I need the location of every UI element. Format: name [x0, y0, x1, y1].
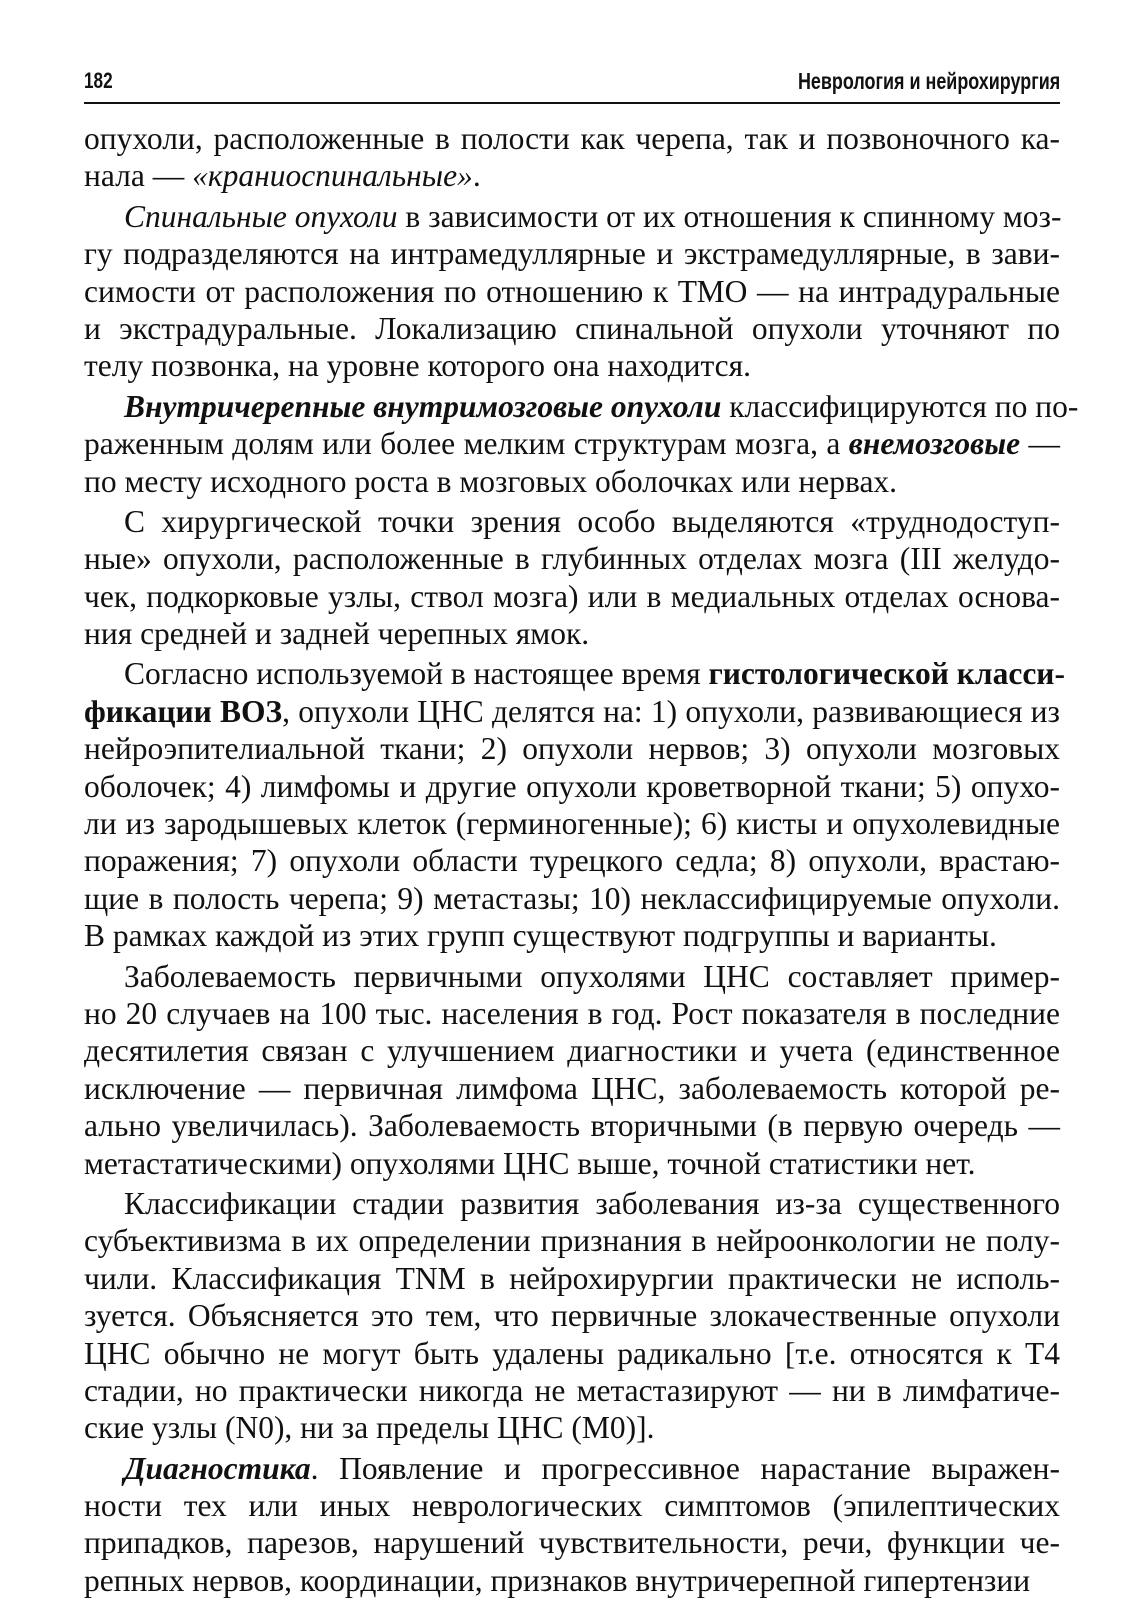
text-line	[84, 693, 1060, 730]
text-run: опухоли, расположенные в полости как черепа, так и позвоночного ка-	[84, 121, 1060, 156]
text-line	[84, 1070, 1060, 1107]
text-run: ния средней и задней черепных ямок.	[84, 616, 590, 652]
text-line	[84, 655, 1065, 692]
text-run: —	[1020, 426, 1060, 462]
text-run: внемозговые	[848, 426, 1021, 462]
text-line	[84, 1145, 1060, 1182]
text-line	[84, 1335, 1060, 1372]
page-number: 182	[84, 68, 113, 93]
text-run: оболочек; 4) лимфомы и другие опухоли кроветворной ткани; 5) опухо-	[84, 768, 1060, 804]
text-run: гу подразделяются на интрамедуллярные и экстрамедуллярные, в зави-	[84, 236, 1060, 272]
text-line	[84, 730, 1060, 767]
text-run: Диагностика	[124, 1450, 311, 1486]
text-run: , опухоли ЦНС делятся на: 1) опухоли, развивающиеся из	[282, 693, 1060, 729]
page-header	[84, 62, 1060, 104]
text-line	[84, 198, 1060, 235]
text-run: исключение — первичная лимфома ЦНС, заболеваемость которой ре-	[84, 1070, 1060, 1106]
text-run: Классификации стадии развития заболевания из-за существенного	[124, 1185, 1060, 1221]
text-line	[84, 1297, 1060, 1334]
text-line	[84, 273, 1060, 310]
text-line	[84, 1222, 1060, 1259]
text-run: ные» опухоли, расположенные в глубинных отделах мозга (III желудо-	[84, 541, 1060, 577]
text-run: нала —	[84, 158, 193, 194]
paragraph	[84, 1450, 1060, 1600]
paragraph	[84, 388, 1079, 500]
text-line	[84, 425, 1060, 462]
text-run: ЦНС обычно не могут быть удалены радикально [т.е. относятся к Т4	[84, 1335, 1060, 1371]
text-run: фикации ВОЗ	[84, 693, 283, 729]
text-run: В рамках каждой из этих групп существуют подгруппы и варианты.	[84, 918, 997, 954]
text-run: симости от расположения по отношению к ТМО — на интрадуральные	[84, 273, 1060, 309]
text-line	[84, 842, 1060, 879]
text-run: .	[472, 158, 481, 194]
text-line	[84, 235, 1060, 272]
text-line	[84, 503, 1060, 540]
text-run: поражения; 7) опухоли области турецкого седла; 8) опухоли, врастаю-	[84, 843, 1060, 879]
text-line	[84, 880, 1060, 917]
text-line	[84, 120, 1060, 157]
paragraph	[84, 655, 1065, 954]
text-run: в зависимости от их отношения к спинному моз-	[397, 198, 1062, 234]
paragraph	[84, 120, 1060, 195]
text-line	[84, 157, 1060, 194]
text-line	[84, 958, 1060, 995]
text-line	[84, 1032, 1060, 1069]
text-run: С хирургической точки зрения особо выделяются «труднодоступ-	[124, 503, 1060, 539]
text-line	[84, 768, 1060, 805]
text-line	[84, 463, 1060, 500]
body-text	[84, 120, 1079, 1602]
text-run: Заболеваемость первичными опухолями ЦНС составляет пример-	[124, 958, 1060, 994]
text-line	[84, 310, 1060, 347]
text-run: Внутричерепные внутримозговые опухоли	[124, 388, 722, 424]
text-run: десятилетия связан с улучшением диагностики и учета (единственное	[84, 1033, 1060, 1069]
paragraph	[84, 958, 1060, 1182]
text-line	[84, 347, 1060, 384]
text-line	[84, 995, 1060, 1032]
text-run: но 20 случаев на 100 тыс. населения в год. Рост показателя в последние	[84, 995, 1060, 1031]
text-line	[84, 1107, 1060, 1144]
text-run: Спинальные опухоли	[124, 198, 398, 234]
text-line	[84, 388, 1079, 425]
text-run: ально увеличилась). Заболеваемость вторичными (в первую очередь —	[84, 1108, 1060, 1144]
text-run: . Появление и прогрессивное нарастание выражен-	[310, 1450, 1060, 1486]
running-title: Неврология и нейрохирургия	[797, 68, 1060, 94]
text-run: субъективизма в их определении признания в нейроонкологии не полу-	[84, 1223, 1060, 1259]
text-line	[84, 1562, 1060, 1599]
text-line	[84, 540, 1060, 577]
text-run: и экстрадуральные. Локализацию спинальной опухоли уточняют по	[84, 310, 1060, 346]
text-run: Согласно используемой в настоящее время	[124, 656, 709, 692]
text-line	[84, 1372, 1060, 1409]
text-run: нейроэпителиальной ткани; 2) опухоли нервов; 3) опухоли мозговых	[84, 731, 1060, 767]
paragraph	[84, 198, 1060, 385]
text-run: метастатическими) опухолями ЦНС выше, точной статистики нет.	[84, 1145, 976, 1181]
text-line	[84, 1409, 1060, 1446]
text-run: чили. Классификация TNM в нейрохирургии практически не исполь-	[84, 1260, 1060, 1296]
text-run: классифицируются по по-	[721, 388, 1079, 424]
paragraph	[84, 1185, 1060, 1447]
paragraph	[84, 503, 1060, 653]
text-run: по месту исходного роста в мозговых оболочках или нервах.	[84, 463, 898, 499]
text-run: ности тех или иных неврологических симптомов (эпилептических	[84, 1488, 1060, 1524]
text-run: гистологической класси-	[708, 656, 1065, 692]
text-run: припадков, парезов, нарушений чувствительности, речи, функции че-	[84, 1525, 1060, 1561]
text-run: ские узлы (N0), ни за пределы ЦНС (M0)].	[84, 1410, 655, 1446]
text-line	[84, 1260, 1060, 1297]
text-line	[84, 1450, 1060, 1487]
text-line	[84, 1487, 1060, 1524]
text-run: «краниоспинальные»	[192, 158, 473, 194]
text-run: раженным долям или более мелким структурам мозга, а	[84, 426, 849, 462]
text-line	[84, 917, 1060, 954]
text-line	[84, 578, 1060, 615]
text-line	[84, 1185, 1060, 1222]
text-run: щие в полость черепа; 9) метастазы; 10) неклассифицируемые опухоли.	[84, 880, 1060, 916]
text-run: стадии, но практически никогда не метастазируют — ни в лимфатиче-	[84, 1372, 1060, 1408]
text-run: ли из зародышевых клеток (герминогенные); 6) кисты и опухолевидные	[84, 806, 1060, 842]
text-run: чек, подкорковые узлы, ствол мозга) или в медиальных отделах основа-	[84, 578, 1060, 614]
text-line	[84, 805, 1060, 842]
text-line	[84, 615, 1060, 652]
text-run: телу позвонка, на уровне которого она находится.	[84, 348, 751, 384]
text-line	[84, 1524, 1060, 1561]
text-run: репных нервов, координации, признаков внутричерепной гипертензии	[84, 1562, 1031, 1598]
text-run: зуется. Объясняется это тем, что первичные злокачественные опухоли	[84, 1298, 1060, 1334]
